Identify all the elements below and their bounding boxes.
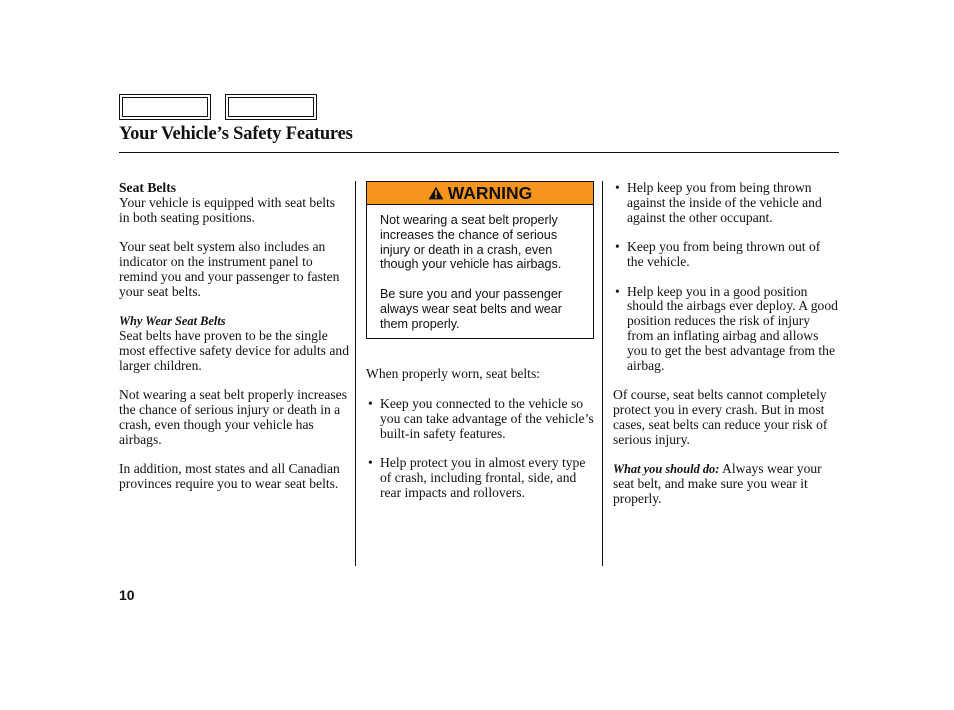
bullet-text: Keep you connected to the vehicle so you can take advantage of the vehicle’s built-in safety features. xyxy=(380,395,594,441)
bullet-item xyxy=(613,285,839,374)
section-tab-box-left xyxy=(119,94,211,120)
bullet-dot: • xyxy=(615,180,620,195)
paragraph-seat-belts-intro: Your vehicle is equipped with seat belts in both seating positions. xyxy=(119,194,336,225)
warning-text-2: Be sure you and your passenger always wear seat belts and wear them properly. xyxy=(380,286,563,331)
page-title: Your Vehicle’s Safety Features xyxy=(119,124,353,144)
warning-label: WARNING xyxy=(447,182,533,203)
column-left xyxy=(119,181,349,507)
bullet-text: Help protect you in almost every type of crash, including frontal, side, and rear impacts and rollovers. xyxy=(380,455,586,500)
lead-text-what-to-do: Always wear your seat belt, and make sure you wear it properly. xyxy=(613,461,822,506)
bullet-dot: • xyxy=(368,455,373,471)
paragraph-indicator: Your seat belt system also includes an indicator on the instrument panel to remind you and your passenger to fasten your seat belts. xyxy=(119,239,340,299)
bullet-item xyxy=(613,181,839,225)
title-underline xyxy=(119,152,839,153)
section-tab-box-right xyxy=(225,94,317,120)
subheading-why-wear: Why Wear Seat Belts xyxy=(119,314,226,329)
column-middle xyxy=(366,181,594,515)
bullet-dot: • xyxy=(615,239,620,255)
bullet-item xyxy=(613,240,839,270)
paragraph-effective-device: Seat belts have proven to be the single most effective safety device for adults and larger children. xyxy=(119,327,349,373)
bullet-dot: • xyxy=(615,283,620,299)
warning-header xyxy=(367,182,593,205)
paragraph-states-require: In addition, most states and all Canadian provinces require you to wear seat belts. xyxy=(119,461,340,491)
paragraph-properly-worn: When properly worn, seat belts: xyxy=(366,366,541,382)
column-divider-right xyxy=(602,181,603,566)
warning-box xyxy=(366,181,594,339)
paragraph-cannot-protect: Of course, seat belts cannot completely protect you in every crash. But in most cases, seat belts can reduce your risk of serious injury. xyxy=(613,387,828,447)
warning-body xyxy=(367,205,593,338)
paragraph-not-wearing: Not wearing a seat belt properly increases the chance of serious injury or death in a crash, even though your vehicle has airbags. xyxy=(119,387,347,447)
bullet-item xyxy=(366,397,594,441)
bullet-item xyxy=(366,456,594,500)
bullet-text: Help keep you in a good position should the airbags ever deploy. A good position reduces the risk of injury from an inflating airbag and allows you to get the best advantage from the airbag. xyxy=(627,283,838,373)
lead-label-what-to-do: What you should do: xyxy=(613,462,720,477)
bullet-dot: • xyxy=(368,395,373,411)
column-divider-left xyxy=(355,181,356,566)
bullet-text: Keep you from being thrown out of the vehicle. xyxy=(627,239,821,269)
paragraph-what-to-do xyxy=(613,462,839,506)
warning-triangle-icon xyxy=(428,186,444,200)
section-heading-seat-belts: Seat Belts xyxy=(119,180,177,195)
column-right xyxy=(613,181,839,521)
warning-text-1: Not wearing a seat belt properly increases the chance of serious injury or death in a crash, even though your vehicle has airbags. xyxy=(380,213,562,272)
bullet-text: Help keep you from being thrown against the inside of the vehicle and against the other occupant. xyxy=(627,180,822,225)
page-number: 10 xyxy=(119,587,135,603)
